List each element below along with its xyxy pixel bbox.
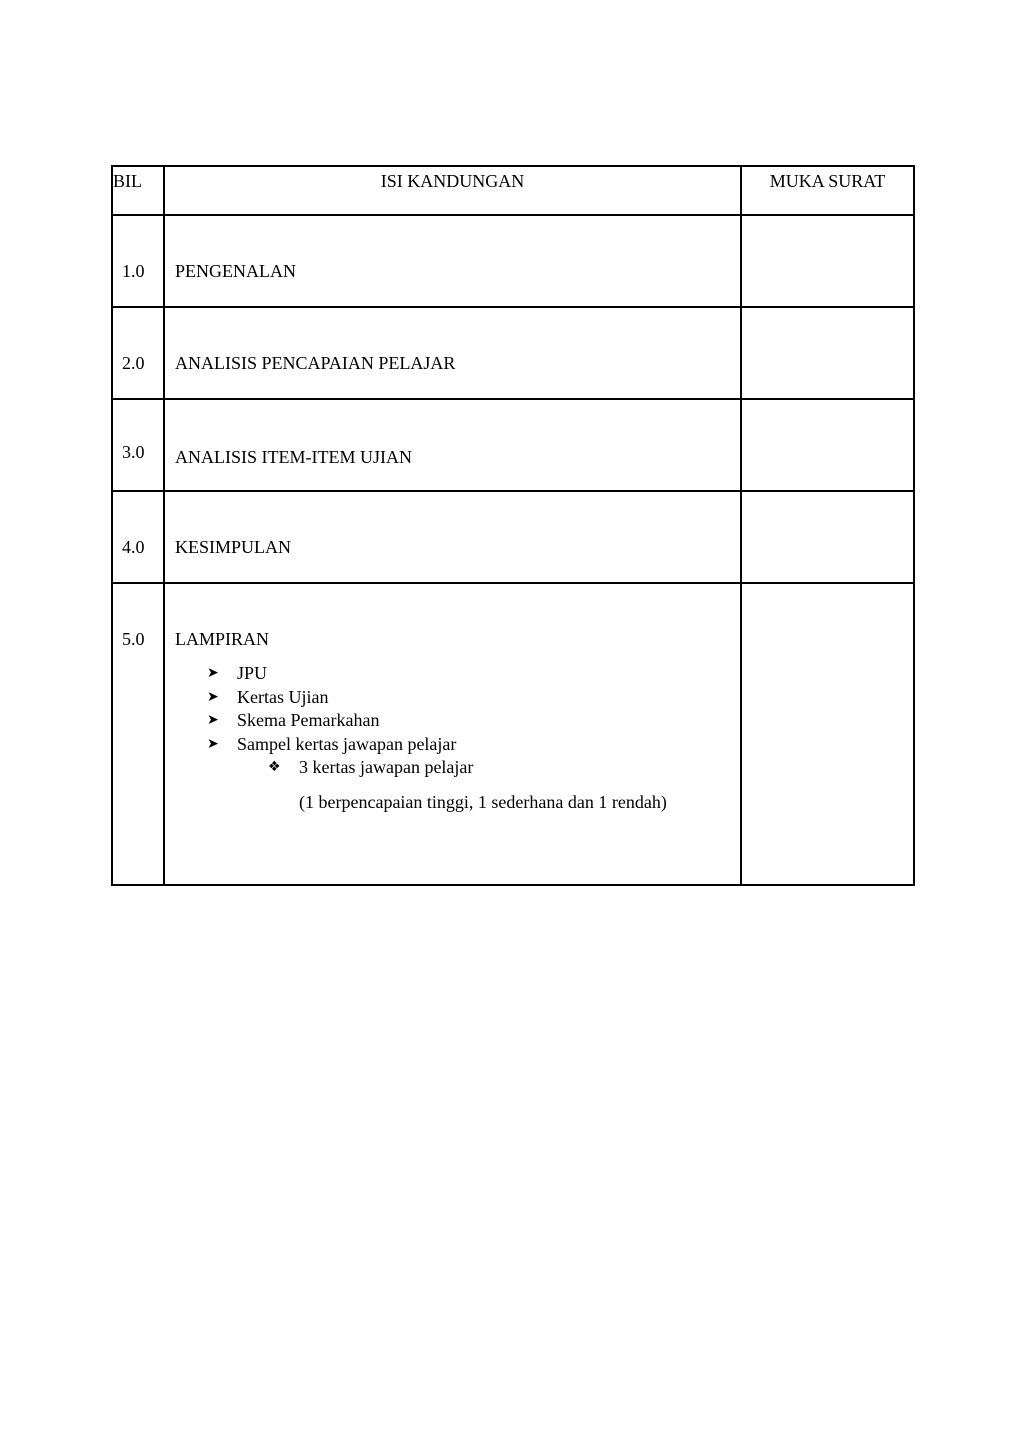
- table-row: [112, 583, 914, 885]
- row-page: [741, 307, 914, 399]
- row-number: 4.0: [112, 491, 164, 583]
- table-header-row: [112, 166, 914, 215]
- row-page: [741, 215, 914, 307]
- sub-list-item-label: 3 kertas jawapan pelajar: [299, 757, 474, 777]
- table-row: [112, 491, 914, 583]
- lampiran-note: (1 berpencapaian tinggi, 1 sederhana dan 1 rendah): [299, 791, 667, 812]
- header-muka-surat: MUKA SURAT: [741, 166, 914, 215]
- diamond-bullet-icon: ❖: [268, 759, 281, 775]
- row-page: [741, 399, 914, 491]
- list-item-label: Skema Pemarkahan: [237, 710, 380, 730]
- header-isi-kandungan: ISI KANDUNGAN: [164, 166, 741, 215]
- arrowhead-bullet-icon: ➤: [207, 688, 219, 705]
- arrowhead-bullet-icon: ➤: [207, 665, 219, 681]
- row-number: 3.0: [112, 399, 164, 491]
- list-item: [207, 686, 740, 710]
- header-bil: BIL: [112, 166, 164, 215]
- sub-list-item: [268, 756, 740, 780]
- contents-table: [111, 165, 915, 886]
- arrowhead-bullet-icon: ➤: [207, 712, 219, 728]
- row-title: LAMPIRAN: [175, 629, 270, 649]
- table-row: [112, 399, 914, 491]
- row-number: 2.0: [112, 307, 164, 399]
- row-page: [741, 491, 914, 583]
- list-item-label: Sampel kertas jawapan pelajar: [237, 733, 457, 754]
- sub-list: [268, 756, 740, 780]
- row-title: ANALISIS PENCAPAIAN PELAJAR: [164, 307, 741, 399]
- list-item-label: JPU: [237, 663, 268, 683]
- row-title: PENGENALAN: [164, 215, 741, 307]
- row-title: ANALISIS ITEM-ITEM UJIAN: [164, 399, 741, 491]
- list-item-label: Kertas Ujian: [237, 686, 329, 707]
- arrowhead-bullet-icon: ➤: [207, 735, 219, 752]
- row-page: [741, 583, 914, 885]
- lampiran-list: [207, 662, 740, 780]
- table-row: [112, 215, 914, 307]
- list-item: [207, 733, 740, 780]
- list-item: [207, 709, 740, 733]
- row-lampiran-cell: [164, 583, 741, 885]
- list-item: [207, 662, 740, 686]
- table-row: [112, 307, 914, 399]
- row-number: 1.0: [112, 215, 164, 307]
- row-number: 5.0: [112, 583, 164, 885]
- row-title: KESIMPULAN: [164, 491, 741, 583]
